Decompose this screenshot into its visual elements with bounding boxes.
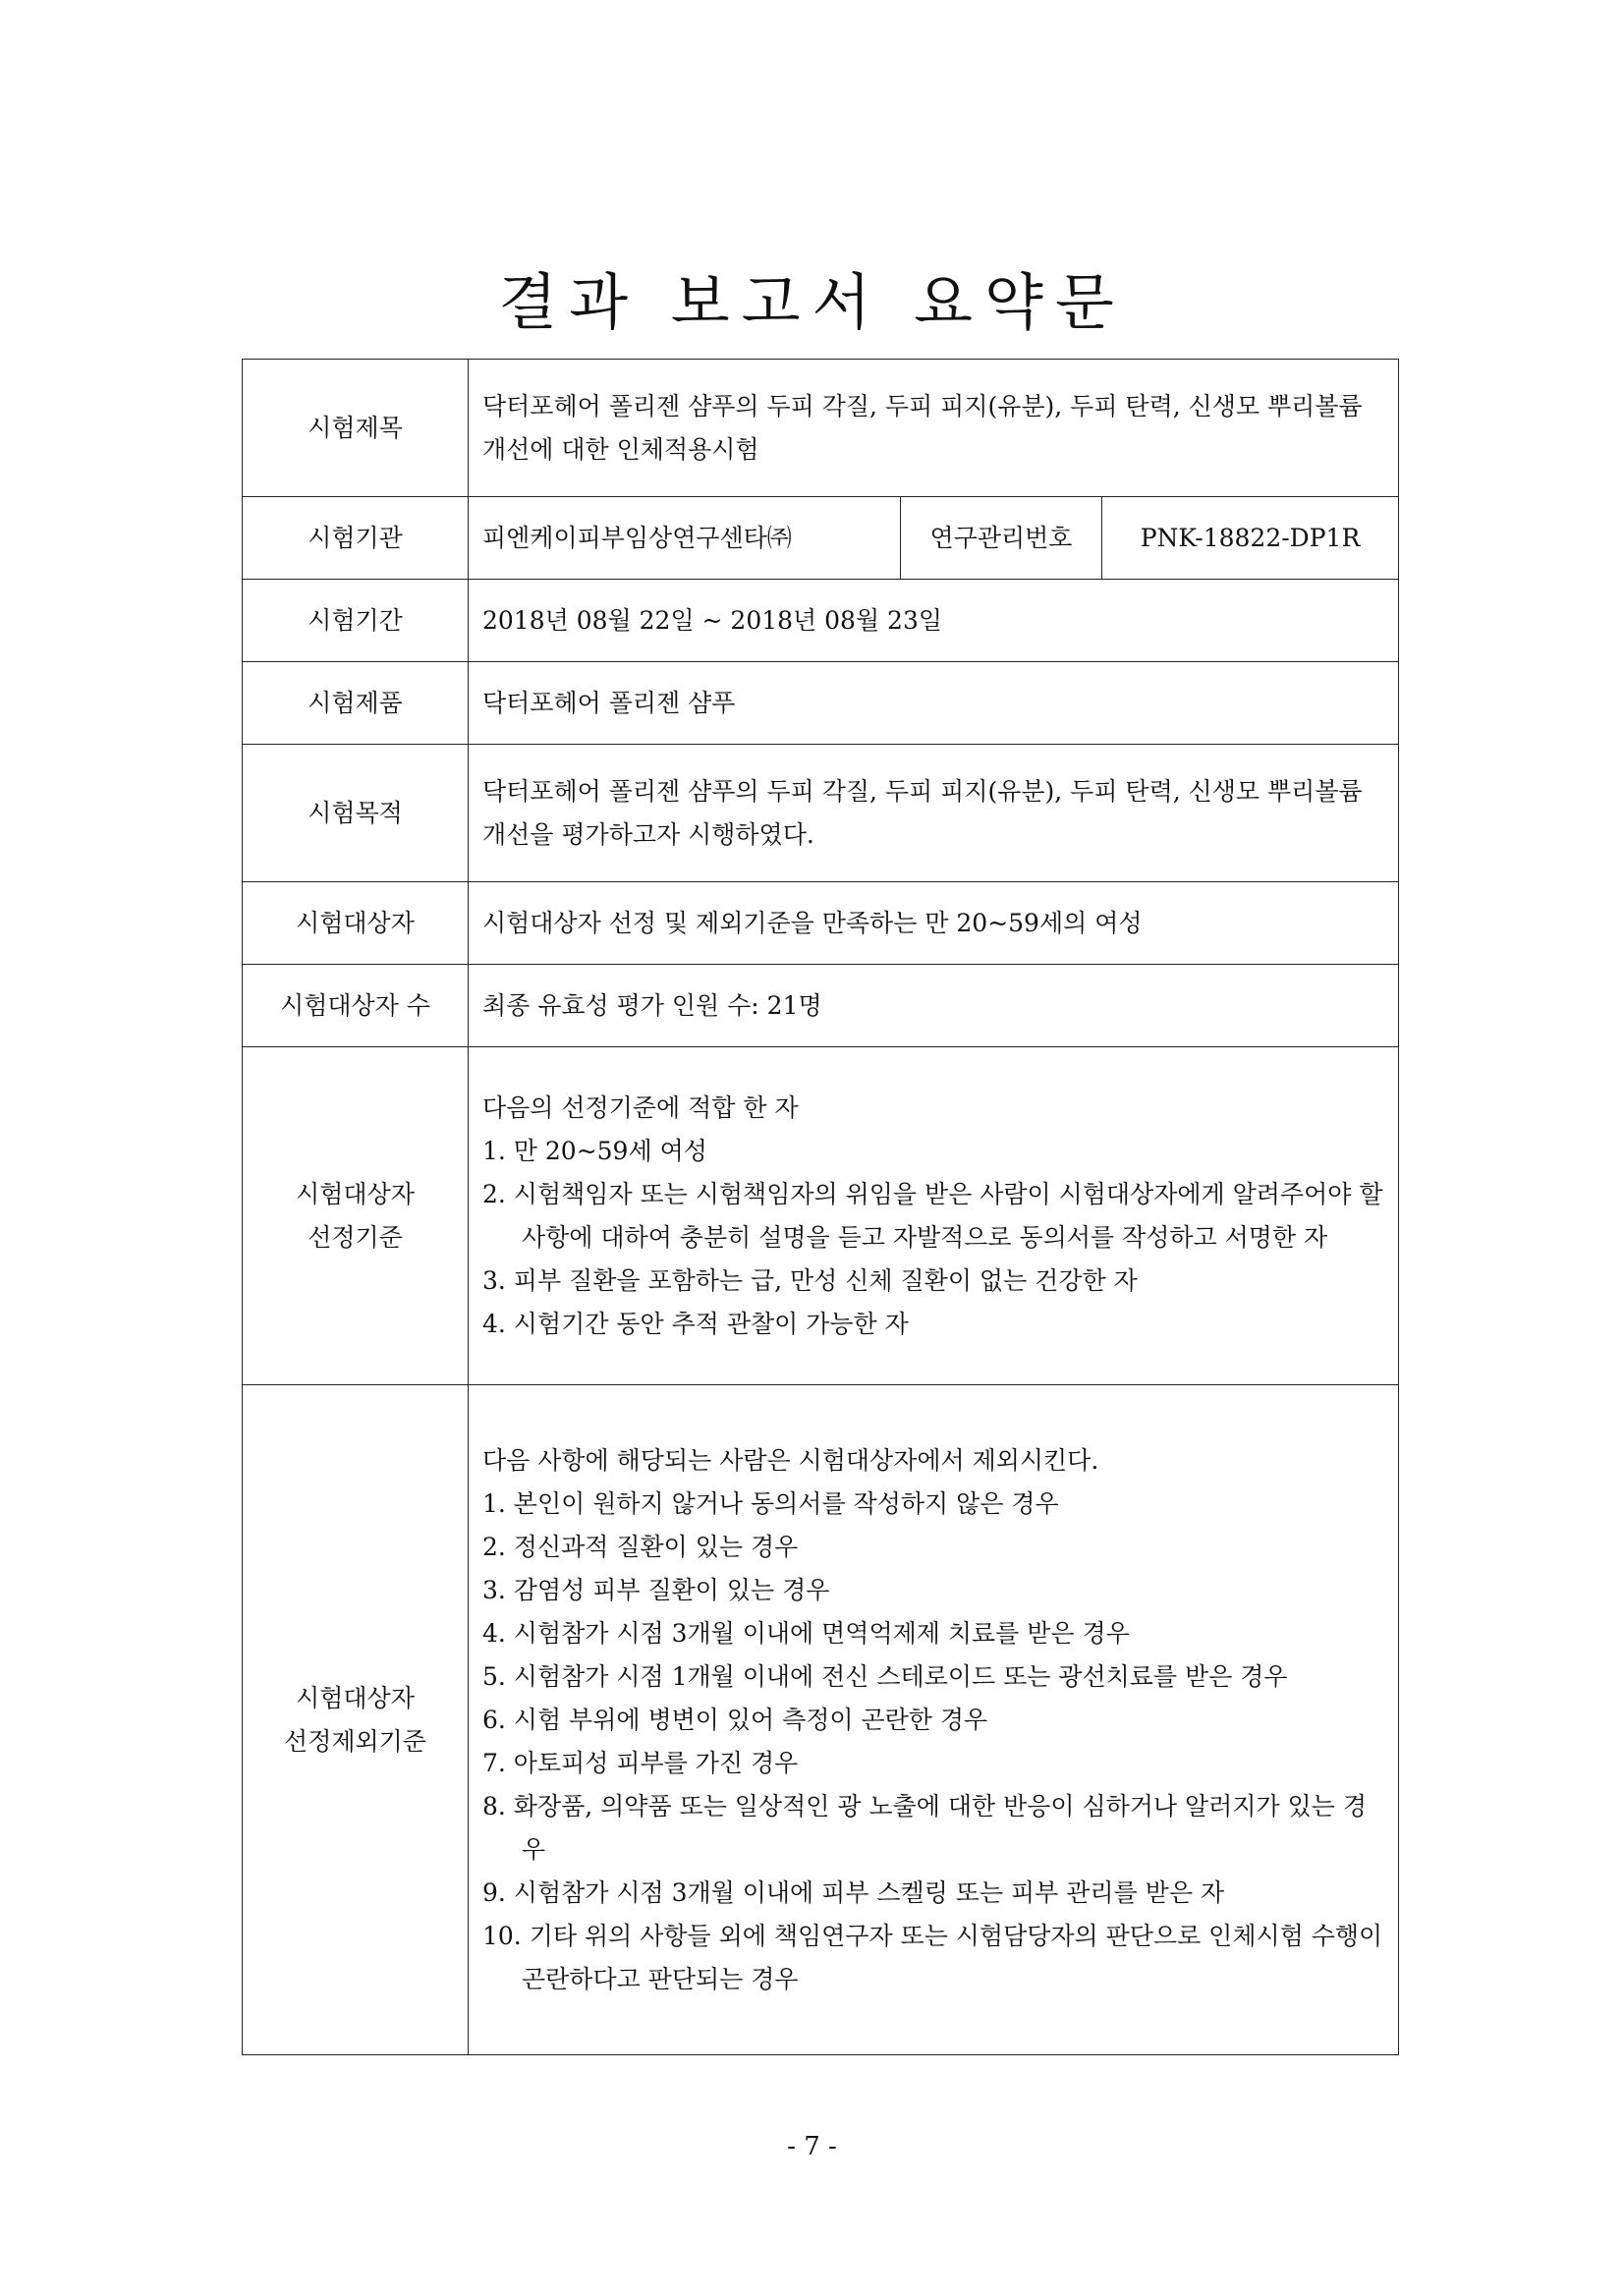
value-institution: 피엔케이피부임상연구센타㈜ bbox=[469, 497, 901, 580]
page-number: - 7 - bbox=[787, 2132, 837, 2161]
exclusion-item: 6. 시험 부위에 병변이 있어 측정이 곤란한 경우 bbox=[482, 1705, 988, 1734]
label-exclusion-line-1: 시험대상자 bbox=[296, 1683, 415, 1712]
label-inclusion-line-2: 선정기준 bbox=[308, 1222, 403, 1252]
value-product: 닥터포헤어 폴리젠 샴푸 bbox=[469, 662, 1399, 745]
value-subject-count: 최종 유효성 평가 인원 수: 21명 bbox=[469, 965, 1399, 1047]
row-institution bbox=[243, 497, 1399, 580]
value-test-title: 닥터포헤어 폴리젠 샴푸의 두피 각질, 두피 피지(유분), 두피 탄력, 신생모 뿌리볼륨 개선에 대한 인체적용시험 bbox=[469, 360, 1399, 497]
exclusion-item: 5. 시험참가 시점 1개월 이내에 전신 스테로이드 또는 광선치료를 받은 경우 bbox=[482, 1661, 1288, 1691]
inclusion-intro: 다음의 선정기준에 적합 한 자 bbox=[482, 1092, 799, 1122]
label-management-number: 연구관리번호 bbox=[901, 497, 1102, 580]
inclusion-item: 2. 시험책임자 또는 시험책임자의 위임을 받은 사람이 시험대상자에게 알려주어야 할 사항에 대하여 충분히 설명을 듣고 자발적으로 동의서를 작성하고 서명한 자 bbox=[482, 1179, 1383, 1252]
exclusion-item: 7. 아토피성 피부를 가진 경우 bbox=[482, 1748, 799, 1777]
label-exclusion-criteria bbox=[243, 1385, 469, 2055]
exclusion-item: 9. 시험참가 시점 3개월 이내에 피부 스켈링 또는 피부 관리를 받은 자 bbox=[482, 1877, 1225, 1907]
value-management-number: PNK-18822-DP1R bbox=[1102, 497, 1399, 580]
row-test-title bbox=[243, 360, 1399, 497]
row-inclusion-criteria bbox=[243, 1047, 1399, 1385]
inclusion-item: 1. 만 20~59세 여성 bbox=[482, 1136, 707, 1165]
label-exclusion-line-2: 선정제외기준 bbox=[284, 1726, 426, 1756]
row-period bbox=[243, 580, 1399, 662]
exclusion-item: 10. 기타 위의 사항들 외에 책임연구자 또는 시험담당자의 판단으로 인체시험 수행이 곤란하다고 판단되는 경우 bbox=[482, 1921, 1383, 1993]
value-purpose: 닥터포헤어 폴리젠 샴푸의 두피 각질, 두피 피지(유분), 두피 탄력, 신생모 뿌리볼륨 개선을 평가하고자 시행하였다. bbox=[469, 745, 1399, 882]
exclusion-item: 4. 시험참가 시점 3개월 이내에 면역억제제 치료를 받은 경우 bbox=[482, 1618, 1130, 1648]
label-inclusion-criteria bbox=[243, 1047, 469, 1385]
document-title: 결과 보고서 요약문 bbox=[498, 266, 1126, 338]
exclusion-item: 8. 화장품, 의약품 또는 일상적인 광 노출에 대한 반응이 심하거나 알러지가 있는 경우 bbox=[482, 1791, 1367, 1864]
inclusion-item: 4. 시험기간 동안 추적 관찰이 가능한 자 bbox=[482, 1309, 909, 1338]
label-subject-count: 시험대상자 수 bbox=[243, 965, 469, 1047]
exclusion-item: 2. 정신과적 질환이 있는 경우 bbox=[482, 1532, 799, 1561]
value-subjects: 시험대상자 선정 및 제외기준을 만족하는 만 20~59세의 여성 bbox=[469, 882, 1399, 965]
row-subject-count bbox=[243, 965, 1399, 1047]
label-subjects: 시험대상자 bbox=[243, 882, 469, 965]
label-product: 시험제품 bbox=[243, 662, 469, 745]
row-product bbox=[243, 662, 1399, 745]
row-subjects bbox=[243, 882, 1399, 965]
label-purpose: 시험목적 bbox=[243, 745, 469, 882]
row-exclusion-criteria bbox=[243, 1385, 1399, 2055]
label-inclusion-line-1: 시험대상자 bbox=[296, 1179, 415, 1208]
value-exclusion-criteria bbox=[469, 1385, 1399, 2055]
summary-table bbox=[242, 359, 1399, 2055]
value-inclusion-criteria bbox=[469, 1047, 1399, 1385]
label-institution: 시험기관 bbox=[243, 497, 469, 580]
row-purpose bbox=[243, 745, 1399, 882]
exclusion-intro: 다음 사항에 해당되는 사람은 시험대상자에서 제외시킨다. bbox=[482, 1445, 1099, 1475]
exclusion-item: 3. 감염성 피부 질환이 있는 경우 bbox=[482, 1575, 830, 1604]
value-period: 2018년 08월 22일 ~ 2018년 08월 23일 bbox=[469, 580, 1399, 662]
label-test-title: 시험제목 bbox=[243, 360, 469, 497]
label-period: 시험기간 bbox=[243, 580, 469, 662]
exclusion-item: 1. 본인이 원하지 않거나 동의서를 작성하지 않은 경우 bbox=[482, 1488, 1059, 1518]
inclusion-item: 3. 피부 질환을 포함하는 급, 만성 신체 질환이 없는 건강한 자 bbox=[482, 1265, 1138, 1295]
